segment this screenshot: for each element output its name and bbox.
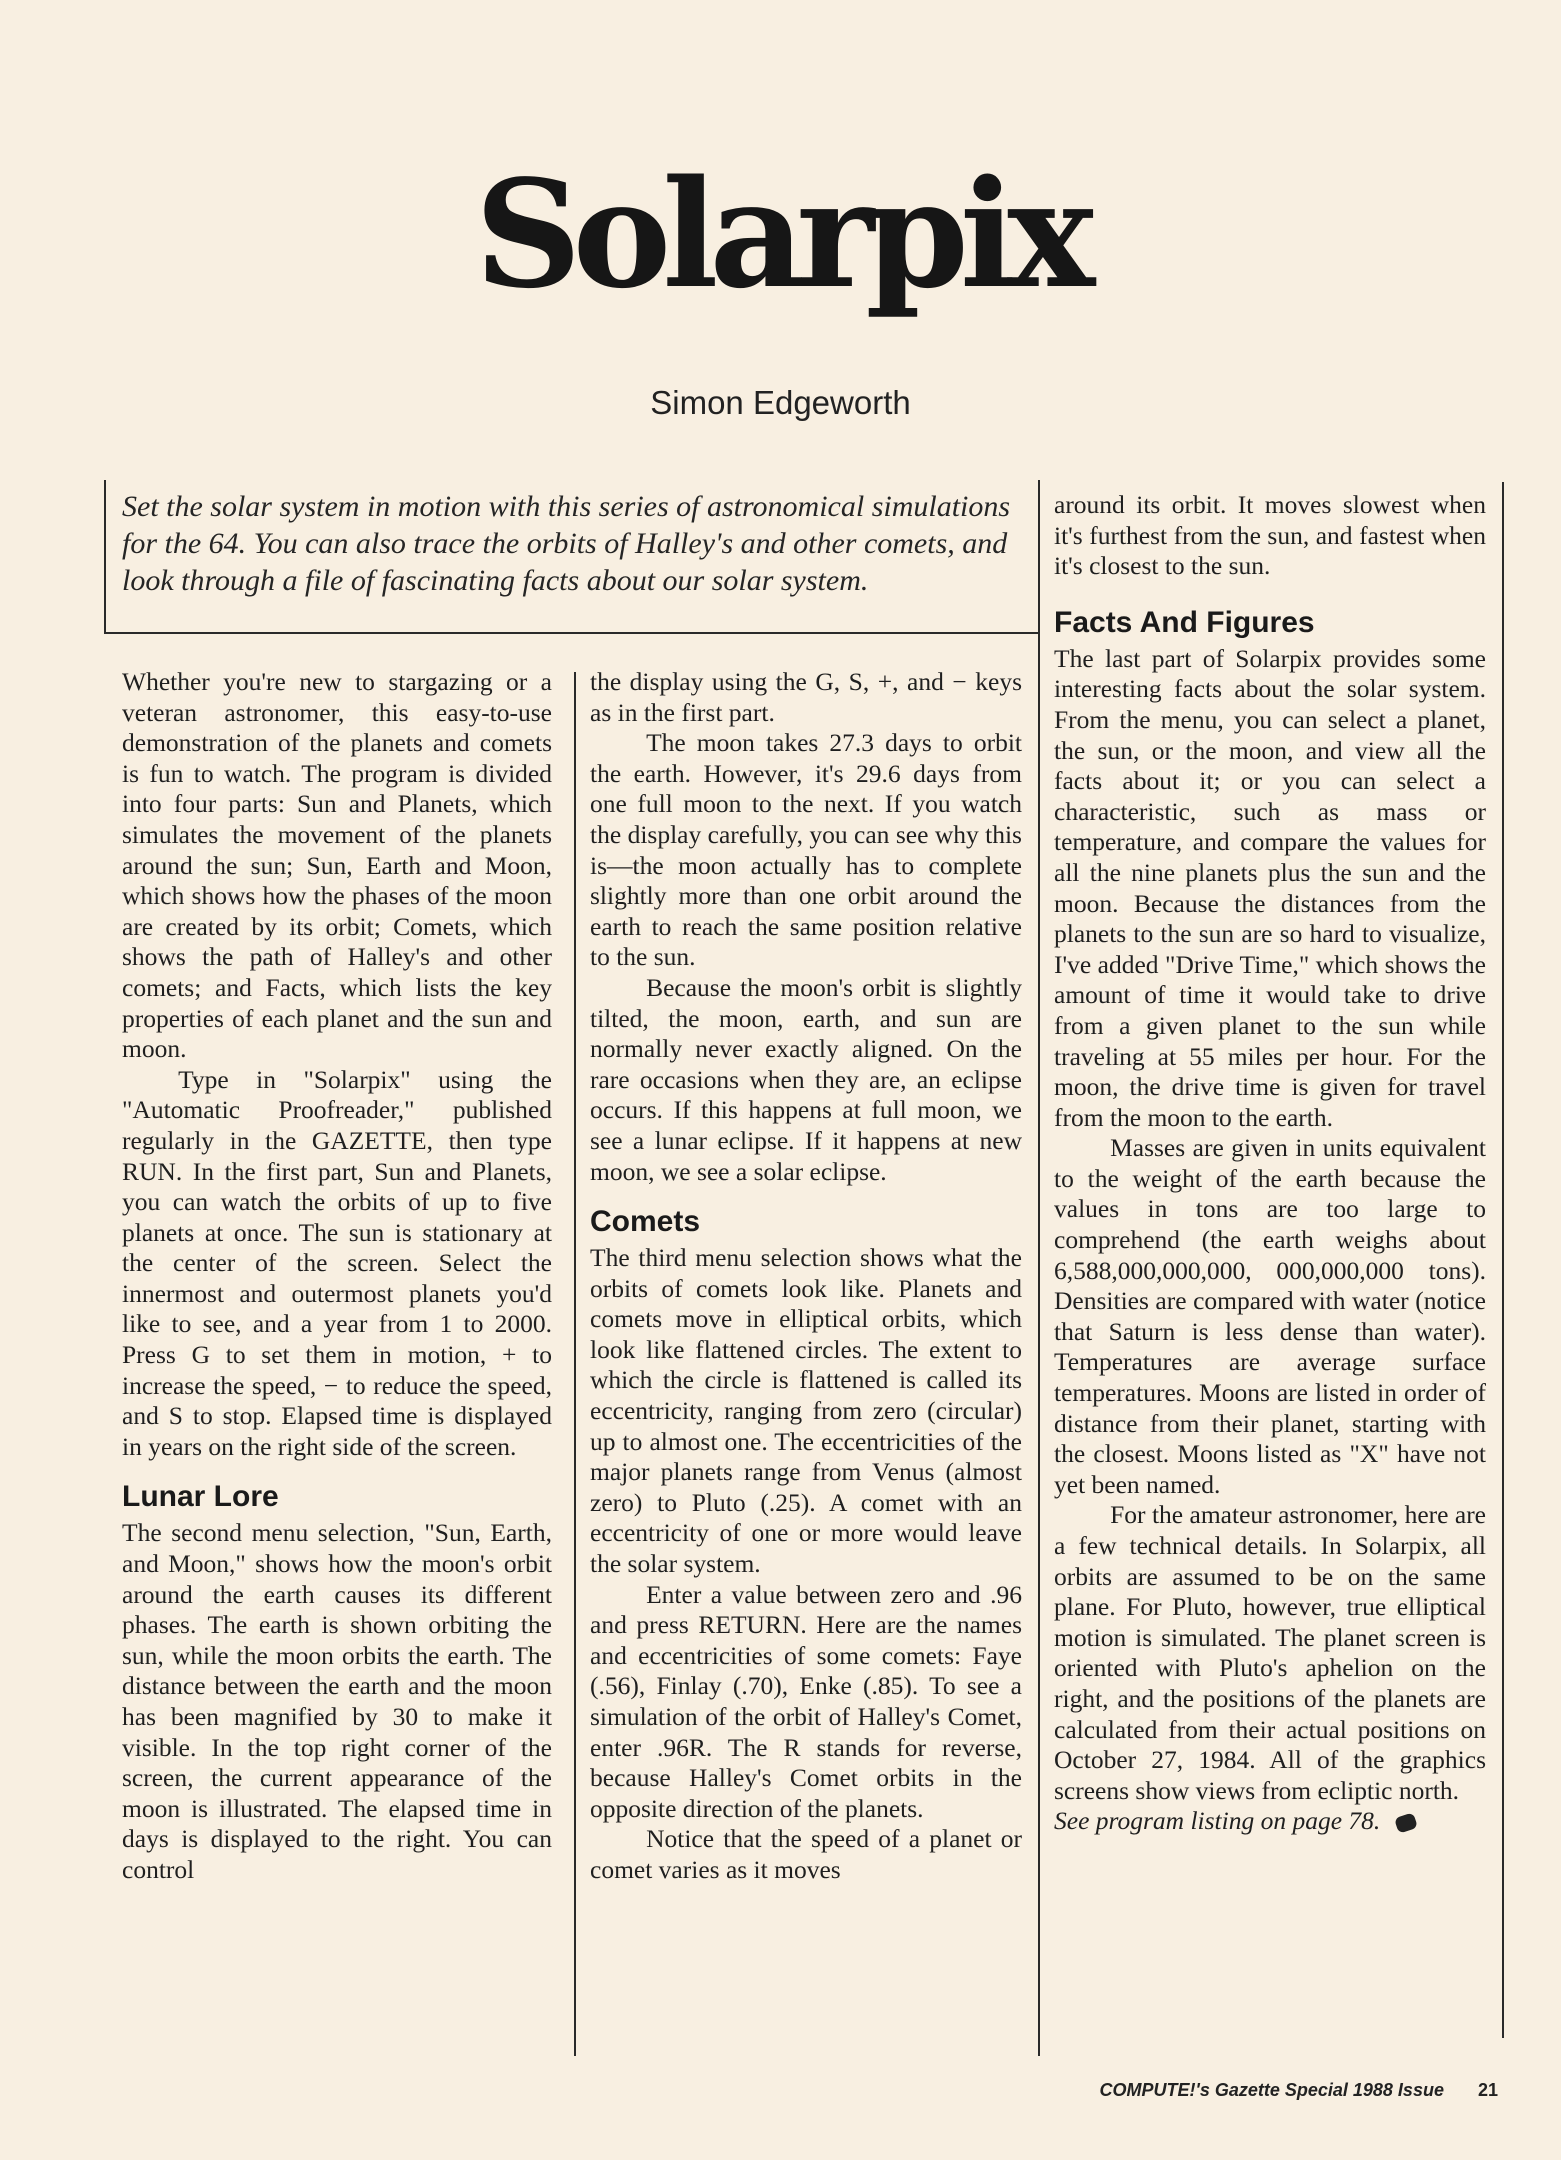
- body-paragraph: Whether you're new to stargazing or a veteran astronomer, this easy-to-use demonstration of the planets and comets is fun to watch. The program is divided into four parts: Sun and Planets, which simulates the movement of the planets around the sun; Sun, Earth and Moon, which shows how the phases of the moon are created by its orbit; Comets, which shows the path of Halley's and other comets; and Facts, which lists the key properties of each planet and the sun and moon.: [122, 667, 552, 1064]
- intro-bottom-rule: [104, 632, 1038, 634]
- column-divider-2: [1038, 480, 1040, 2056]
- page-number: 21: [1477, 2080, 1498, 2100]
- article-column-1: [122, 667, 552, 1886]
- section-heading-facts-and-figures: Facts And Figures: [1054, 605, 1315, 639]
- article-column-2: [590, 667, 1022, 1886]
- body-paragraph: Enter a value between zero and .96 and press RETURN. Here are the names and eccentricities of some comets: Faye (.56), Finlay (.70), Enke (.85). To see a simulation of the orbit of Halley's Comet, enter .96R. The R stands for reverse, because Halley's Comet orbits in the opposite direction of the planets.: [590, 1579, 1022, 1823]
- body-paragraph: the display using the G, S, +, and − keys as in the first part.: [590, 667, 1022, 727]
- publication-name: COMPUTE!'s Gazette Special 1988 Issue: [1099, 2080, 1444, 2100]
- body-paragraph: around its orbit. It moves slowest when it's furthest from the sun, and fastest when it's closest to the sun.: [1054, 490, 1486, 581]
- article-column-3: [1054, 490, 1486, 1837]
- author-byline: Simon Edgeworth: [650, 384, 911, 421]
- end-mark-icon: [1394, 1813, 1418, 1834]
- body-paragraph: The second menu selection, "Sun, Earth, and Moon," shows how the moon's orbit around the earth causes its different phases. The earth is shown orbiting the sun, while the moon orbits the earth. The distance between the earth and the moon has been magnified by 30 to make it visible. In the top right corner of the screen, the current appearance of the moon is illustrated. The elapsed time in days is displayed to the right. You can control: [122, 1518, 552, 1884]
- column-divider-1: [574, 672, 576, 2056]
- intro-deck: Set the solar system in motion with this series of astronomical simulations for the 64. You can also trace the orbits of Halley's and other comets, and look through a file of fascinating facts about our solar system.: [122, 490, 1011, 597]
- body-paragraph: Type in "Solarpix" using the "Automatic Proofreader," published regularly in the GAZETTE, then type RUN. In the first part, Sun and Planets, you can watch the orbits of up to five planets at once. The sun is stationary at the center of the screen. Select the innermost and outermost planets you'd like to see, and a year from 1 to 2000. Press G to set them in motion, + to increase the speed, − to reduce the speed, and S to stop. Elapsed time is displayed in years on the right side of the screen.: [122, 1064, 552, 1461]
- body-paragraph: Masses are given in units equivalent to the weight of the earth because the values in tons are too large to comprehend (the earth weighs about 6,588,000,000,000, 000,000,000 tons). Densities are compared with water (notice that Saturn is less dense than water). Temperatures are average surface temperatures. Moons are listed in order of distance from their planet, starting with the closest. Moons listed as "X" have not yet been named.: [1054, 1133, 1486, 1499]
- column-rule-left: [104, 480, 106, 632]
- program-listing-text: See program listing on page 78.: [1054, 1806, 1381, 1836]
- body-paragraph: The third menu selection shows what the orbits of comets look like. Planets and comets move in elliptical orbits, which look like flattened circles. The extent to which the circle is flattened is called its eccentricity, ranging from zero (circular) up to almost one. The eccentricities of the major planets range from Venus (almost zero) to Pluto (.25). A comet with an eccentricity of one or more would leave the solar system.: [590, 1243, 1022, 1579]
- body-paragraph: Notice that the speed of a planet or comet varies as it moves: [590, 1824, 1022, 1884]
- body-paragraph: Because the moon's orbit is slightly tilted, the moon, earth, and sun are normally never exactly aligned. On the rare occasions when they are, an eclipse occurs. If this happens at full moon, we see a lunar eclipse. If it happens at new moon, we see a solar eclipse.: [590, 972, 1022, 1186]
- body-paragraph: The last part of Solarpix provides some interesting facts about the solar system. From the menu, you can select a planet, the sun, or the moon, and view all the facts about it; or you can select a characteristic, such as mass or temperature, and compare the values for all the nine planets plus the sun and the moon. Because the distances from the planets to the sun are so hard to visualize, I've added "Drive Time," which shows the amount of time it would take to drive from a given planet to the sun while traveling at 55 miles per hour. For the moon, the drive time is given for travel from the moon to the earth.: [1054, 643, 1486, 1132]
- program-listing-note: [1054, 1806, 1486, 1837]
- body-paragraph: The moon takes 27.3 days to orbit the earth. However, it's 29.6 days from one full moon to the next. If you watch the display carefully, you can see why this is—the moon actually has to complete slightly more than one orbit around the earth to reach the same position relative to the sun.: [590, 728, 1022, 972]
- section-heading-comets: Comets: [590, 1205, 701, 1239]
- column-rule-right: [1502, 482, 1504, 2038]
- section-heading-lunar-lore: Lunar Lore: [122, 1480, 279, 1514]
- body-paragraph: For the amateur astronomer, here are a few technical details. In Solarpix, all orbits are assumed to be on the same plane. For Pluto, however, true elliptical motion is simulated. The planet screen is oriented with Pluto's aphelion on the right, and the positions of the planets are calculated from their actual positions on October 27, 1984. All of the graphics screens show views from ecliptic north.: [1054, 1500, 1486, 1805]
- article-title: Solarpix: [474, 147, 1087, 321]
- page-footer: [1000, 2080, 1498, 2101]
